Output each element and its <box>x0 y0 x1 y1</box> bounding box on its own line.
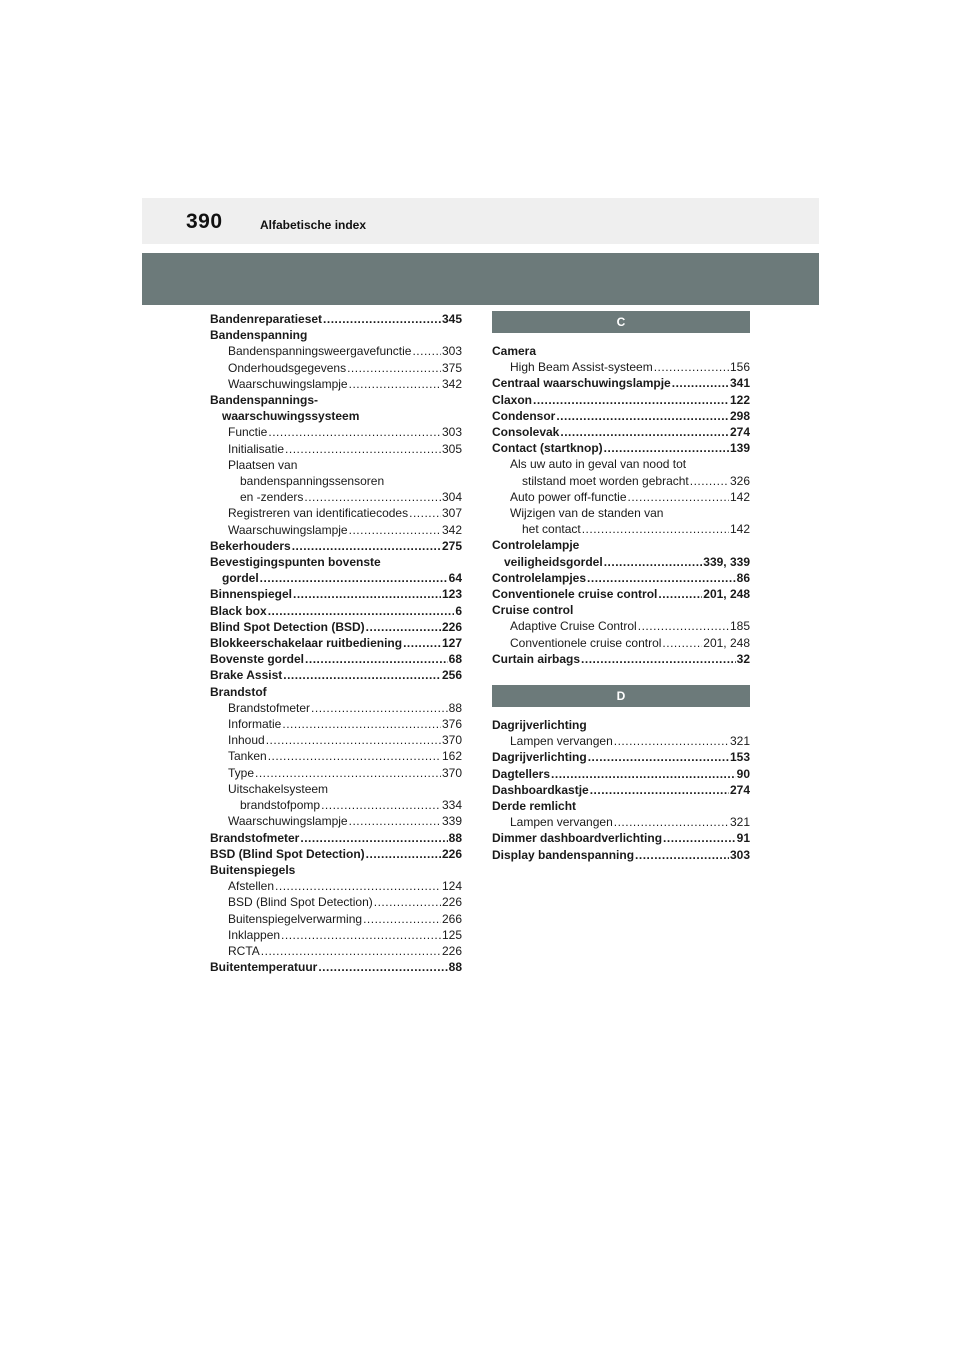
leader-dots <box>293 586 441 602</box>
entry-term: Brandstofmeter <box>210 830 300 845</box>
entry-term: Brandstof <box>210 684 267 699</box>
leader-dots <box>281 927 441 943</box>
entry-term: Binnenspiegel <box>210 587 293 602</box>
leader-dots <box>255 765 441 781</box>
leader-dots <box>366 619 441 635</box>
entry-term: Afstellen <box>228 879 275 894</box>
index-column-left <box>210 311 462 975</box>
entry-term: Conventionele cruise control <box>510 635 662 650</box>
index-entry <box>492 749 750 765</box>
entry-term: Claxon <box>492 392 533 407</box>
index-entry <box>210 700 462 716</box>
entry-term: Waarschuwingslampje <box>228 522 348 537</box>
leader-dots <box>292 538 441 554</box>
leader-dots <box>347 360 441 376</box>
page-reference: 32 <box>736 651 750 666</box>
page-reference: 125 <box>441 927 462 942</box>
entry-term: Controlelampjes <box>492 570 587 585</box>
page-reference: 275 <box>441 538 462 553</box>
page-reference: 274 <box>729 782 750 797</box>
entry-term: Bandenspanning <box>210 328 308 343</box>
leader-dots <box>604 440 729 456</box>
entry-term: Informatie <box>228 717 282 732</box>
leader-dots <box>349 813 441 829</box>
page-reference: 162 <box>441 749 462 764</box>
leader-dots <box>662 635 702 651</box>
index-entry <box>210 651 462 667</box>
page-reference: 88 <box>448 960 462 975</box>
entry-term: Lampen vervangen <box>510 815 613 830</box>
entry-term: Centraal waarschuwingslampje <box>492 376 671 391</box>
index-entry <box>492 635 750 651</box>
entry-term: Buitenspiegelverwarming <box>228 911 363 926</box>
leader-dots <box>551 766 736 782</box>
page-reference: 370 <box>441 733 462 748</box>
page-reference: 303 <box>441 425 462 440</box>
entry-term: Consolevak <box>492 425 560 440</box>
page-reference: 298 <box>729 408 750 423</box>
index-entry <box>492 489 750 505</box>
leader-dots <box>311 700 448 716</box>
leader-dots <box>260 570 448 586</box>
entry-term: RCTA <box>228 943 260 958</box>
entry-term: Camera <box>492 344 537 358</box>
entry-term: Contact (startknop) <box>492 441 603 456</box>
leader-dots <box>560 424 729 440</box>
page-reference: 375 <box>441 360 462 375</box>
entry-term: het contact <box>522 522 581 537</box>
index-entry <box>210 894 462 910</box>
entry-term: Derde remlicht <box>492 799 577 814</box>
index-entry <box>492 424 750 440</box>
page-reference: 303 <box>729 847 750 862</box>
page-reference: 307 <box>441 506 462 521</box>
entry-term: Blokkeerschakelaar ruitbediening <box>210 636 403 651</box>
page-number: 390 <box>186 210 223 233</box>
page-reference: 201, 248 <box>703 587 750 602</box>
page-reference: 266 <box>441 911 462 926</box>
page-reference: 274 <box>729 425 750 440</box>
index-entry <box>492 554 750 570</box>
index-entry <box>210 489 462 505</box>
index-entry <box>210 813 462 829</box>
index-entry <box>492 375 750 391</box>
index-entry <box>492 618 750 634</box>
entry-term: Buitentemperatuur <box>210 960 318 975</box>
entry-term: High Beam Assist-systeem <box>510 360 653 375</box>
entry-term: BSD (Blind Spot Detection) <box>228 895 373 910</box>
leader-dots <box>268 603 455 619</box>
entry-term: Brake Assist <box>210 668 283 683</box>
leader-dots <box>614 733 729 749</box>
leader-dots <box>604 554 703 570</box>
index-heading <box>210 554 462 570</box>
entry-term: gordel <box>222 571 259 586</box>
page-reference: 326 <box>729 473 750 488</box>
leader-dots <box>654 359 729 375</box>
leader-dots <box>403 635 441 651</box>
index-entry <box>210 846 462 862</box>
index-heading <box>210 457 462 473</box>
entry-term: Dashboardkastje <box>492 782 589 797</box>
entry-term: Buitenspiegels <box>210 862 296 877</box>
index-heading <box>210 392 462 408</box>
entry-term: Lampen vervangen <box>510 734 613 749</box>
index-entry <box>210 959 462 975</box>
entry-term: Functie <box>228 425 268 440</box>
index-heading <box>492 798 750 814</box>
page-reference: 64 <box>448 571 462 586</box>
index-heading <box>492 537 750 553</box>
leader-dots <box>638 618 729 634</box>
entry-term: Als uw auto in geval van nood tot <box>510 457 687 472</box>
leader-dots <box>556 408 729 424</box>
index-entry <box>210 716 462 732</box>
index-heading <box>492 717 750 733</box>
index-entry <box>492 847 750 863</box>
leader-dots <box>663 830 736 846</box>
index-entry <box>492 733 750 749</box>
page-reference: 91 <box>736 831 750 846</box>
page-reference: 321 <box>729 734 750 749</box>
entry-term: Curtain airbags <box>492 651 581 666</box>
page-reference: 88 <box>448 700 462 715</box>
leader-dots <box>321 797 441 813</box>
leader-dots <box>587 570 736 586</box>
page-reference: 88 <box>448 830 462 845</box>
leader-dots <box>581 651 736 667</box>
index-entry <box>210 797 462 813</box>
leader-dots <box>304 489 441 505</box>
page-reference: 122 <box>729 392 750 407</box>
leader-dots <box>582 521 729 537</box>
entry-term: Dagrijverlichting <box>492 750 587 765</box>
index-entry <box>210 538 462 554</box>
entry-term: Waarschuwingslampje <box>228 376 348 391</box>
entry-term: Display bandenspanning <box>492 847 635 862</box>
letter-header: D <box>492 685 750 707</box>
page-reference: 142 <box>729 489 750 504</box>
index-entry <box>492 521 750 537</box>
entry-term: Auto power off-functie <box>510 489 627 504</box>
index-entry <box>492 586 750 602</box>
entry-term: bandenspanningssensoren <box>240 474 385 489</box>
index-entry <box>210 376 462 392</box>
page-reference: 376 <box>441 717 462 732</box>
index-entry <box>210 360 462 376</box>
index-entry <box>492 392 750 408</box>
leader-dots <box>374 894 441 910</box>
leader-dots <box>614 814 729 830</box>
page-reference: 334 <box>441 798 462 813</box>
entry-term: stilstand moet worden gebracht <box>522 473 689 488</box>
index-entry <box>492 408 750 424</box>
leader-dots <box>268 748 441 764</box>
entry-term: Inklappen <box>228 927 281 942</box>
entry-term: Bekerhouders <box>210 538 291 553</box>
page-reference: 341 <box>729 376 750 391</box>
entry-term: Black box <box>210 603 267 618</box>
leader-dots <box>318 959 447 975</box>
entry-term: Inhoud <box>228 733 265 748</box>
leader-dots <box>282 716 441 732</box>
index-entry <box>210 505 462 521</box>
page-reference: 226 <box>441 846 462 861</box>
leader-dots <box>658 586 702 602</box>
page-reference: 153 <box>729 750 750 765</box>
leader-dots <box>305 651 448 667</box>
index-column-right <box>492 311 750 863</box>
index-entry <box>210 586 462 602</box>
page-reference: 303 <box>441 344 462 359</box>
index-entry <box>210 878 462 894</box>
page-reference: 139 <box>729 441 750 456</box>
entry-term: waarschuwingssysteem <box>222 409 360 424</box>
index-entry <box>210 424 462 440</box>
index-heading <box>492 456 750 472</box>
page-reference: 86 <box>736 570 750 585</box>
leader-dots <box>300 830 447 846</box>
page-reference: 226 <box>441 619 462 634</box>
index-entry <box>492 359 750 375</box>
index-entry <box>210 343 462 359</box>
index-entry <box>492 440 750 456</box>
page-reference: 321 <box>729 815 750 830</box>
entry-term: Bandenspanningsweergavefunctie <box>228 344 412 359</box>
letter-header: C <box>492 311 750 333</box>
page-reference: 142 <box>729 522 750 537</box>
entry-term: Dimmer dashboardverlichting <box>492 831 663 846</box>
index-entry <box>210 732 462 748</box>
entry-term: Registreren van identificatiecodes <box>228 506 409 521</box>
leader-dots <box>349 522 441 538</box>
index-heading <box>492 602 750 618</box>
leader-dots <box>275 878 441 894</box>
page-reference: 6 <box>455 603 462 618</box>
leader-dots <box>635 847 729 863</box>
entry-term: en -zenders <box>240 490 304 505</box>
entry-term: Bandenspannings- <box>210 393 319 408</box>
entry-term: veiligheidsgordel <box>504 554 603 569</box>
page-reference: 370 <box>441 765 462 780</box>
page-reference: 345 <box>441 312 462 326</box>
index-entry <box>492 651 750 667</box>
entry-term: Bandenreparatieset <box>210 312 323 326</box>
leader-dots <box>533 392 729 408</box>
entry-term: Conventionele cruise control <box>492 587 658 602</box>
entry-term: Bovenste gordel <box>210 652 305 667</box>
page-reference: 342 <box>441 522 462 537</box>
entry-term: Condensor <box>492 408 556 423</box>
index-entry <box>492 830 750 846</box>
page-reference: 90 <box>736 766 750 781</box>
index-entry <box>210 441 462 457</box>
index-entry <box>210 765 462 781</box>
page-reference: 226 <box>441 943 462 958</box>
leader-dots <box>588 749 729 765</box>
entry-term: Initialisatie <box>228 441 285 456</box>
page-reference: 305 <box>441 441 462 456</box>
leader-dots <box>690 473 729 489</box>
header-bar <box>142 198 819 244</box>
index-entry <box>210 830 462 846</box>
page-reference: 256 <box>441 668 462 683</box>
page-reference: 123 <box>441 587 462 602</box>
index-entry <box>492 814 750 830</box>
page-reference: 127 <box>441 636 462 651</box>
leader-dots <box>323 311 441 327</box>
entry-term: Dagrijverlichting <box>492 718 587 733</box>
index-heading <box>210 327 462 343</box>
leader-dots <box>590 782 729 798</box>
leader-dots <box>409 505 441 521</box>
index-entry <box>210 667 462 683</box>
leader-dots <box>283 667 441 683</box>
entry-term: BSD (Blind Spot Detection) <box>210 846 365 861</box>
index-entry <box>210 603 462 619</box>
section-banner <box>142 253 819 305</box>
entry-term: Bevestigingspunten bovenste <box>210 555 381 570</box>
index-entry <box>492 766 750 782</box>
entry-term: Type <box>228 765 255 780</box>
entry-term: Uitschakelsysteem <box>228 781 329 796</box>
entry-term: Waarschuwingslampje <box>228 814 348 829</box>
leader-dots <box>412 343 441 359</box>
index-entry <box>210 911 462 927</box>
entry-term: Blind Spot Detection (BSD) <box>210 619 365 634</box>
index-entry <box>210 943 462 959</box>
leader-dots <box>672 375 729 391</box>
page-reference: 339, 339 <box>703 554 750 569</box>
leader-dots <box>266 732 441 748</box>
page-reference: 156 <box>729 360 750 375</box>
index-entry <box>492 570 750 586</box>
index-entry <box>210 522 462 538</box>
index-entry <box>210 635 462 651</box>
index-heading <box>210 473 462 489</box>
index-heading <box>210 781 462 797</box>
leader-dots <box>268 424 441 440</box>
index-heading <box>492 343 750 359</box>
page-reference: 226 <box>441 895 462 910</box>
entry-term: Dagtellers <box>492 766 551 781</box>
index-entry <box>492 473 750 489</box>
entry-term: Onderhoudsgegevens <box>228 360 347 375</box>
leader-dots <box>628 489 729 505</box>
page-reference: 201, 248 <box>703 635 750 650</box>
entry-term: brandstofpomp <box>240 798 321 813</box>
index-heading <box>492 505 750 521</box>
index-entry <box>210 748 462 764</box>
index-entry <box>210 619 462 635</box>
entry-term: Controlelampje <box>492 538 580 553</box>
index-heading <box>210 684 462 700</box>
index-entry <box>492 782 750 798</box>
leader-dots <box>349 376 441 392</box>
entry-term: Plaatsen van <box>228 457 298 472</box>
index-heading <box>210 862 462 878</box>
page-reference: 185 <box>729 619 750 634</box>
leader-dots <box>285 441 441 457</box>
page-reference: 339 <box>441 814 462 829</box>
index-entry <box>210 927 462 943</box>
entry-term: Cruise control <box>492 603 574 618</box>
leader-dots <box>261 943 441 959</box>
entry-term: Brandstofmeter <box>228 700 311 715</box>
index-heading <box>210 408 462 424</box>
leader-dots <box>366 846 441 862</box>
leader-dots <box>363 911 441 927</box>
entry-term: Wijzigen van de standen van <box>510 506 664 521</box>
index-entry <box>210 311 462 327</box>
section-title: Alfabetische index <box>260 218 367 232</box>
page-reference: 68 <box>448 652 462 667</box>
entry-term: Tanken <box>228 749 267 764</box>
page-reference: 124 <box>441 879 462 894</box>
entry-term: Adaptive Cruise Control <box>510 619 637 634</box>
section-gap <box>492 667 750 685</box>
page-reference: 342 <box>441 376 462 391</box>
page-reference: 304 <box>441 490 462 505</box>
index-entry <box>210 570 462 586</box>
